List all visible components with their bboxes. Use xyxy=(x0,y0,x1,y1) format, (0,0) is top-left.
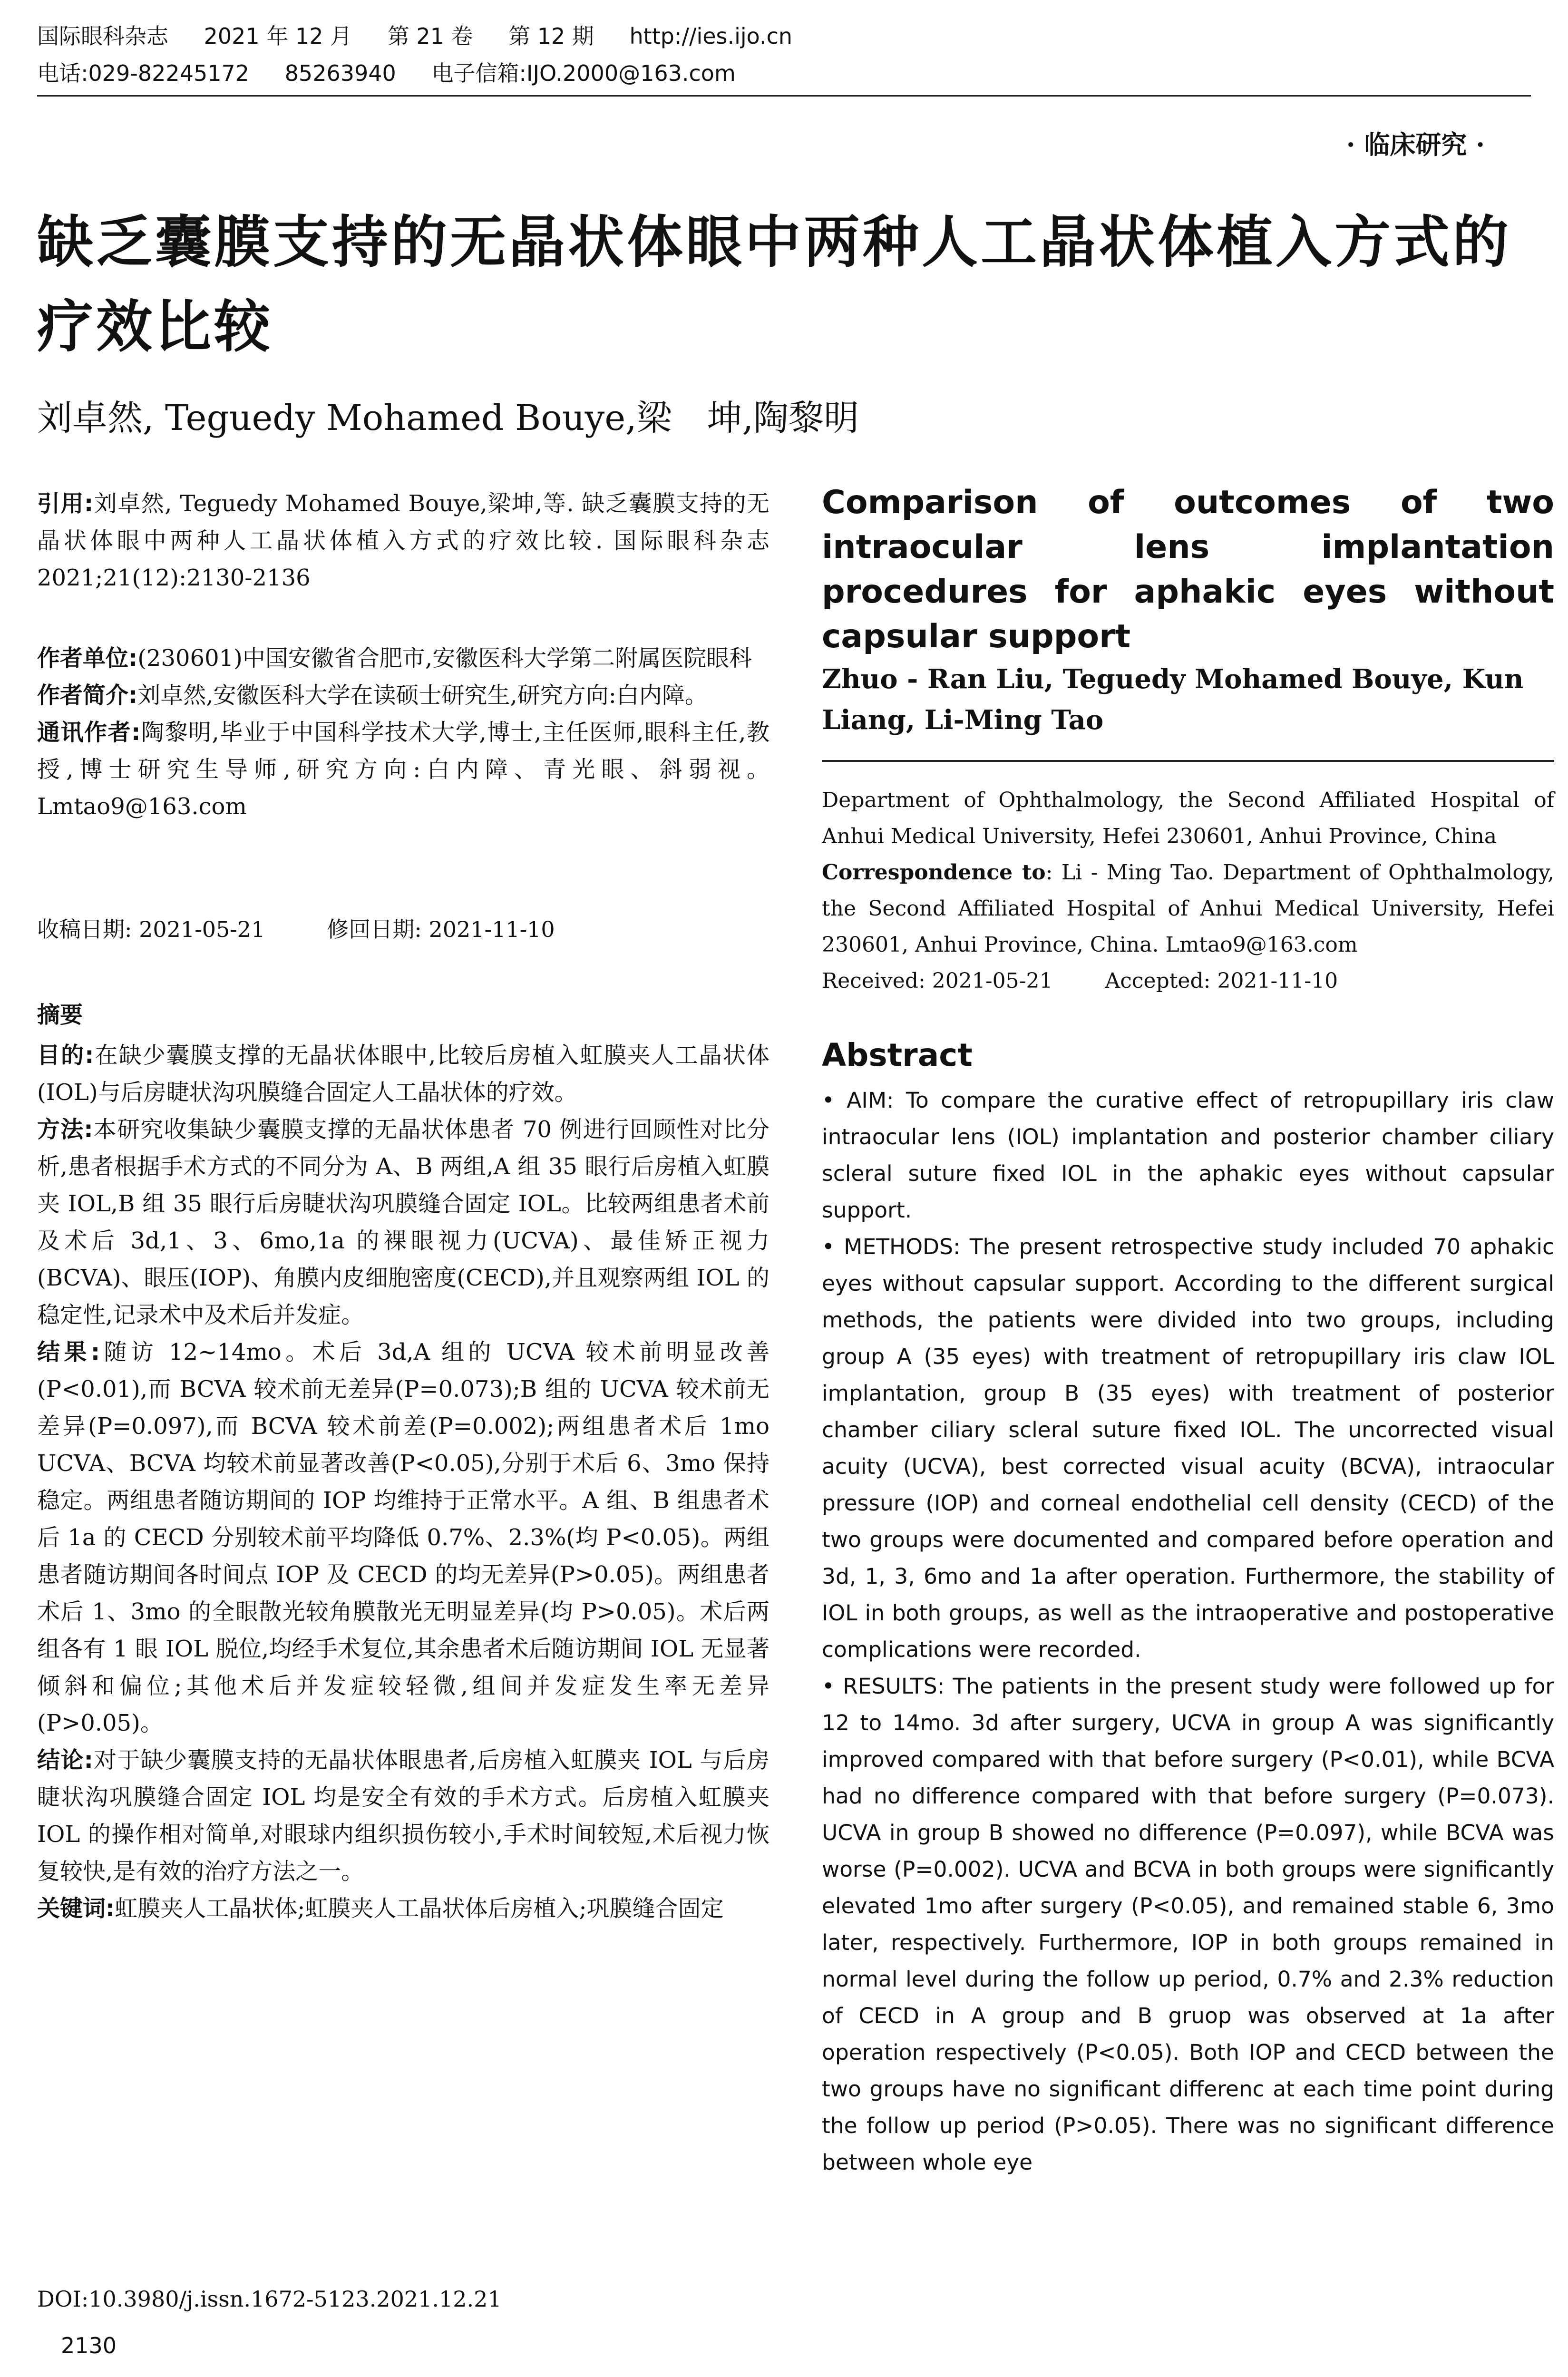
article-title-cn: 缺乏囊膜支持的无晶状体眼中两种人工晶状体植入方式的疗效比较 xyxy=(37,209,1512,360)
abstract-cn-objective xyxy=(37,1037,769,1111)
affiliation-cn xyxy=(37,640,769,825)
corresponding-author xyxy=(37,714,769,825)
abstract-en-heading: Abstract xyxy=(822,1037,973,1073)
abstract-en-aim: • AIM: To compare the curative effect of retropupillary iris claw intraocular lens (IOL) implantation and posterior chamber ciliary scleral suture fixed IOL in the aphakic eyes without capsular support. xyxy=(822,1088,1554,1223)
results-label: 结果: xyxy=(37,1339,100,1365)
keywords-text: 虹膜夹人工晶状体;虹膜夹人工晶状体后房植入;巩膜缝合固定 xyxy=(115,1895,724,1922)
abstract-cn-methods xyxy=(37,1111,769,1334)
author-bio-label: 作者简介: xyxy=(37,682,138,709)
corresponding-author-label: 通讯作者: xyxy=(37,719,141,746)
dates-en xyxy=(822,963,1554,999)
revised-date-cn: 修回日期: 2021-11-10 xyxy=(327,916,555,942)
results-text: 随访 12~14mo。术后 3d,A 组的 UCVA 较术前明显改善(P<0.01),而 BCVA 较术前无差异(P=0.073);B 组的 UCVA 较术前无差异(P=0.097),而 BCVA 较术前差(P=0.002);两组患者术后 1mo UCVA、BCVA 均较术前显著改善(P<0.05),分别于术后 6、3mo 保持稳定。两组患者随访期间的 IOP 均维持于正常水平。A 组、B 组患者术后 1a 的 CECD 分别较术前平均降低 0.7%、2.3%(均 P<0.05)。两组患者随访期间各时间点 IOP 及 CECD 的均无差异(P>0.05)。两组患者术后 1、3mo 的全眼散光较角膜散光无明显差异(均 P>0.05)。术后两组各有 1 眼 IOL 脱位,均经手术复位,其余患者术后随访期间 IOL 无显著倾斜和偏位;其他术后并发症较轻微,组间并发症发生率无差异(P>0.05)。 xyxy=(37,1339,769,1736)
abstract-en-results: • RESULTS: The patients in the present study were followed up for 12 to 14mo. 3d after surgery, UCVA in group A was significantly improved compared with that before surgery (P<0.01), while BCVA had no difference compared with that before surgery (P=0.073). UCVA in group B showed no difference (P=0.097), while BCVA was worse (P=0.002). UCVA and BCVA in both groups were significantly elevated 1mo after surgery (P<0.05), and remained stable 6, 3mo later, respectively. Furthermore, IOP in both groups remained in normal level during the follow up period, 0.7% and 2.3% reduction of CECD in A group and B gruop was observed at 1a after operation respectively (P<0.05). Both IOP and CECD between the two groups have no significant differenc at each time point during the follow up period (P>0.05). There was no significant difference between whole eye xyxy=(822,1674,1554,2175)
authors-en: Zhuo - Ran Liu, Teguedy Mohamed Bouye, Kun Liang, Li-Ming Tao xyxy=(822,663,1524,736)
correspondence-label: Correspondence to xyxy=(822,860,1046,885)
department-en: Department of Ophthalmology, the Second Affiliated Hospital of Anhui Medical University, Hefei 230601, Anhui Province, China xyxy=(822,788,1554,848)
affiliation-unit xyxy=(37,640,769,677)
corresponding-author-text: 陶黎明,毕业于中国科学技术大学,博士,主任医师,眼科主任,教授,博士研究生导师,研究方向:白内障、青光眼、斜弱视。Lmtao9@163.com xyxy=(37,719,769,820)
journal-email[interactable]: 电子信箱:IJO.2000@163.com xyxy=(431,60,736,86)
journal-header-line2 xyxy=(37,56,764,88)
authors-cn: 刘卓然, Teguedy Mohamed Bouye,梁 坤,陶黎明 xyxy=(37,398,859,438)
methods-label: 方法: xyxy=(37,1116,93,1143)
phone-2: 85263940 xyxy=(284,60,396,86)
english-header-divider xyxy=(822,760,1554,762)
section-tag: · 临床研究 · xyxy=(1346,129,1485,160)
methods-text: 本研究收集缺少囊膜支撑的无晶状体患者 70 例进行回顾性对比分析,患者根据手术方式的不同分为 A、B 两组,A 组 35 眼行后房植入虹膜夹 IOL,B 组 35 眼行后房睫状沟巩膜缝合固定 IOL。比较两组患者术前及术后 3d,1、3、6mo,1a 的裸眼视力(UCVA)、最佳矫正视力(BCVA)、眼压(IOP)、角膜内皮细胞密度(CECD),并且观察两组 IOL 的稳定性,记录术中及术后并发症。 xyxy=(37,1116,769,1328)
abstract-cn-conclusion xyxy=(37,1742,769,1890)
objective-text: 在缺少囊膜支撑的无晶状体眼中,比较后房植入虹膜夹人工晶状体(IOL)与后房睫状沟巩膜缝合固定人工晶状体的疗效。 xyxy=(37,1042,770,1106)
journal-url[interactable]: http://ies.ijo.cn xyxy=(629,23,793,49)
journal-header-line1 xyxy=(37,19,821,50)
issue-date: 2021 年 12 月 xyxy=(204,23,352,49)
journal-name: 国际眼科杂志 xyxy=(37,23,168,49)
volume: 第 21 卷 xyxy=(387,23,473,49)
abstract-cn-heading: 摘要 xyxy=(37,1002,83,1028)
received-date-cn: 收稿日期: 2021-05-21 xyxy=(37,916,265,942)
affiliation-unit-label: 作者单位: xyxy=(37,645,138,672)
abstract-cn xyxy=(37,1037,769,1927)
objective-label: 目的: xyxy=(37,1042,94,1069)
keywords-label: 关键词: xyxy=(37,1895,115,1922)
abstract-en-methods: • METHODS: The present retrospective study included 70 aphakic eyes without capsular support. According to the different surgical methods, the patients were divided into two groups, including group A (35 eyes) with treatment of retropupillary iris claw IOL implantation, group B (35 eyes) with treatment of posterior chamber ciliary scleral suture fixed IOL. The uncorrected visual acuity (UCVA), best corrected visual acuity (BCVA), intraocular pressure (IOP) and corneal endothelial cell density (CECD) of the two groups were documented and compared before operation and 3d, 1, 3, 6mo and 1a after operation. Furthermore, the stability of IOL in both groups, as well as the intraoperative and postoperative complications were recorded. xyxy=(822,1234,1554,1662)
header-divider xyxy=(37,95,1531,97)
doi[interactable]: DOI:10.3980/j.issn.1672-5123.2021.12.21 xyxy=(37,2286,502,2312)
conclusion-label: 结论: xyxy=(37,1747,93,1773)
received-date-en: Received: 2021-05-21 xyxy=(822,969,1053,993)
issue: 第 12 期 xyxy=(508,23,594,49)
author-bio-text: 刘卓然,安徽医科大学在读硕士研究生,研究方向:白内障。 xyxy=(137,682,708,709)
abstract-cn-keywords xyxy=(37,1890,769,1927)
page-number: 2130 xyxy=(61,2333,117,2358)
conclusion-text: 对于缺少囊膜支持的无晶状体眼患者,后房植入虹膜夹 IOL 与后房睫状沟巩膜缝合固定 IOL 均是安全有效的手术方式。后房植入虹膜夹 IOL 的操作相对简单,对眼球内组织损伤较小,手术时间较短,术后视力恢复较快,是有效的治疗方法之一。 xyxy=(37,1747,770,1885)
accepted-date-en: Accepted: 2021-11-10 xyxy=(1105,969,1338,993)
citation-label: 引用: xyxy=(37,490,94,517)
citation-text: 刘卓然, Teguedy Mohamed Bouye,梁坤,等. 缺乏囊膜支持的无晶状体眼中两种人工晶状体植入方式的疗效比较. 国际眼科杂志 2021;21(12):2130-2136 xyxy=(37,490,769,591)
author-bio xyxy=(37,677,769,714)
correspondence-en xyxy=(822,855,1554,963)
affiliation-en xyxy=(822,782,1554,999)
abstract-en xyxy=(822,1082,1554,2181)
dates-cn xyxy=(37,911,769,948)
affiliation-unit-text: (230601)中国安徽省合肥市,安徽医科大学第二附属医院眼科 xyxy=(137,645,752,672)
correspondence-text: : Li - Ming Tao. Department of Ophthalmology, the Second Affiliated Hospital of Anhui Medical University, Hefei 230601, Anhui Province, China. Lmtao9@163.com xyxy=(822,860,1555,957)
abstract-cn-results xyxy=(37,1334,769,1742)
phone: 电话:029-82245172 xyxy=(37,60,250,86)
citation-block xyxy=(37,485,769,596)
article-title-en: Comparison of outcomes of two intraocular lens implantation procedures for aphakic eyes without capsular support xyxy=(822,484,1554,655)
